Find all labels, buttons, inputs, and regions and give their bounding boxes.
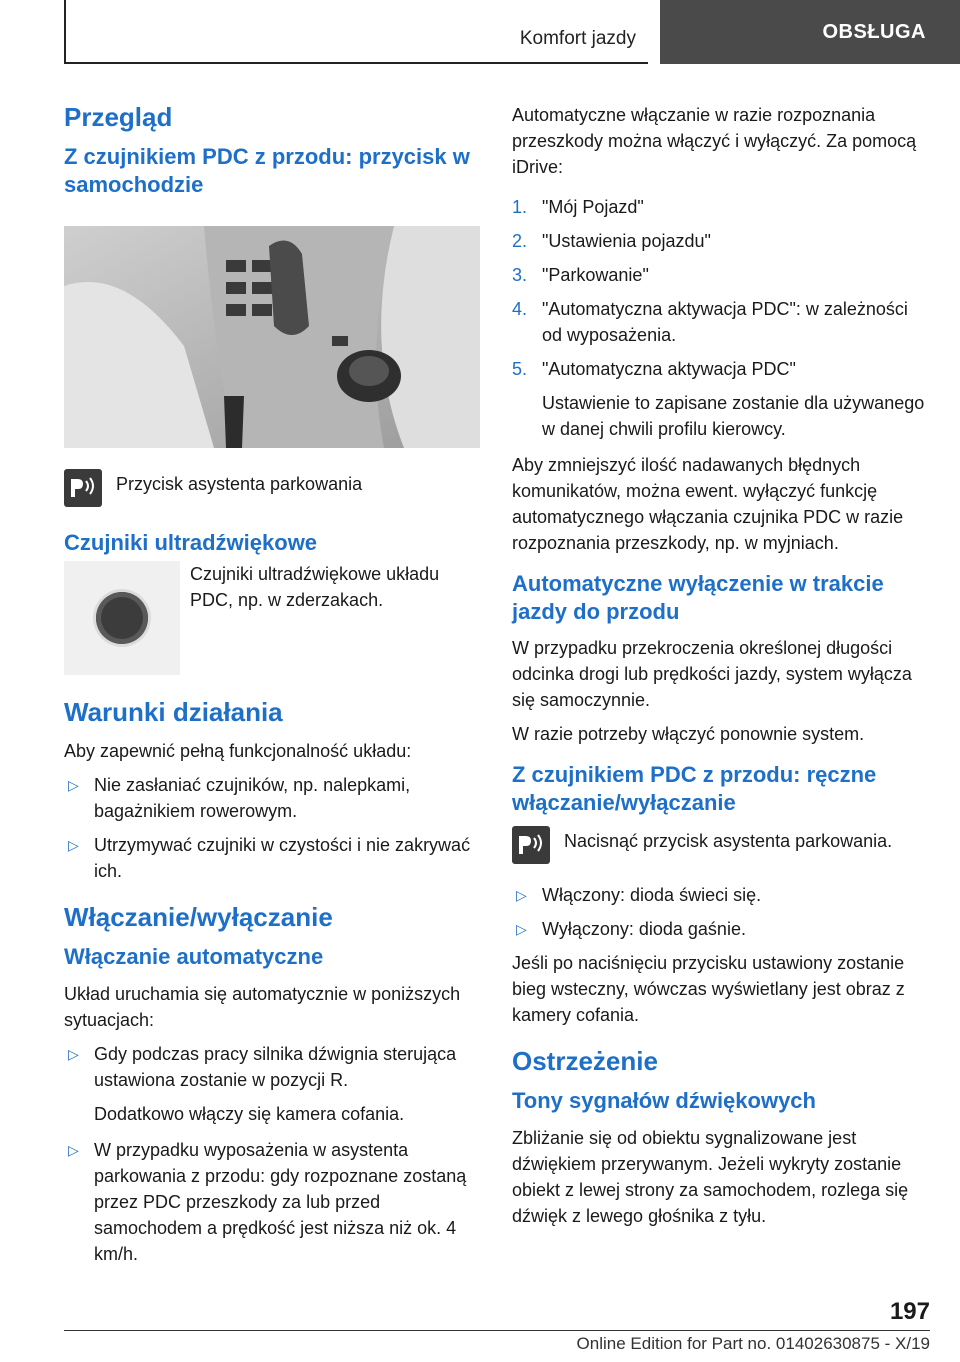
step-text: "Automatyczna aktywacja PDC" — [542, 359, 796, 379]
list-item — [512, 916, 928, 942]
list-item — [64, 772, 480, 824]
auto-sub-note: Dodatkowo włączy się kamera cofania. — [94, 1103, 405, 1124]
heading-onoff: Włączanie/wyłączanie — [64, 901, 333, 932]
header-rule-vertical — [64, 0, 66, 64]
left-column — [64, 102, 480, 1275]
heading-conditions: Warunki działania — [64, 696, 283, 727]
header-section-title: Komfort jazdy — [519, 28, 636, 49]
right-column — [512, 102, 928, 1237]
auto-list — [64, 1041, 480, 1093]
heading-tones: Tony sygnałów dźwiękowych — [512, 1088, 816, 1114]
manual-caption-row — [512, 826, 928, 864]
list-item-text: Nie zasłaniać czujników, np. nalepkami, bagażnikiem rowerowym. — [94, 774, 411, 821]
list-item — [512, 882, 928, 908]
button-caption: Przycisk asystenta parkowania — [116, 474, 363, 495]
manual-caption: Nacisnąć przycisk asystenta parkowania. — [564, 831, 893, 851]
idrive-steps — [512, 194, 928, 382]
sensor-text: Czujniki ultradźwiękowe układu PDC, np. w zderzakach. — [190, 563, 440, 610]
list-item — [64, 1041, 480, 1093]
list-item — [64, 832, 480, 884]
button-caption-row — [64, 469, 480, 507]
list-item — [512, 262, 928, 288]
footer-rule — [64, 1330, 930, 1331]
list-item — [512, 296, 928, 348]
step-text: "Automatyczna aktywacja PDC": w zależności od wyposażenia. — [542, 299, 908, 345]
conditions-intro: Aby zapewnić pełną funkcjonalność układu: — [64, 740, 412, 761]
idrive-intro: Automatyczne włączanie w razie rozpoznania przeszkody można włączyć i wyłączyć. Za pomocą iDrive: — [512, 105, 917, 177]
parking-assistant-button-icon — [512, 826, 550, 864]
step-text: "Mój Pojazd" — [542, 197, 644, 217]
step-text: "Ustawienia pojazdu" — [542, 231, 711, 251]
list-item — [64, 1137, 480, 1267]
step-number: 2. — [512, 231, 528, 251]
step-text: "Parkowanie" — [542, 265, 649, 285]
manual-list — [512, 882, 928, 942]
reduce-text: Aby zmniejszyć ilość nadawanych błędnych komunikatów, można ewent. wyłączyć funkcję automatycznego włączania czujnika PDC w razie rozpoznania przeszkody, np. w myjniach. — [512, 455, 904, 553]
step-number: 1. — [512, 197, 528, 217]
step-number: 5. — [512, 359, 528, 379]
list-item-text: Włączony: dioda świeci się. — [542, 885, 762, 905]
triangle-bullet-icon: ▷ — [68, 836, 79, 853]
list-item-text: Utrzymywać czujniki w czystości i nie zakrywać ich. — [94, 834, 471, 881]
header-rule-horizontal — [64, 62, 648, 64]
step-number: 4. — [512, 299, 528, 319]
list-item-text: Wyłączony: dioda gaśnie. — [542, 919, 746, 939]
header-chapter-tab — [660, 0, 960, 64]
heading-auto-off: Automatyczne wyłączenie w trakcie jazdy do przodu — [512, 571, 884, 624]
auto-off-text: W przypadku przekroczenia określonej długości odcinka drogi lub prędkości jazdy, system wyłącza się samoczynnie. — [512, 638, 912, 710]
footer-edition: Online Edition for Part no. 01402630875 - X/19 — [576, 1334, 930, 1353]
heading-auto-on: Włączanie automatyczne — [64, 944, 324, 970]
heading-manual: Z czujnikiem PDC z przodu: ręczne włączanie/wyłączanie — [512, 762, 877, 815]
page-number: 197 — [889, 1298, 930, 1325]
ultrasonic-sensor-icon — [96, 592, 148, 644]
chapter-tab-label: OBSŁUGA — [822, 20, 926, 43]
heading-sensors: Czujniki ultradźwiękowe — [64, 530, 318, 556]
list-item — [512, 194, 928, 220]
heading-pdc-button: Z czujnikiem PDC z przodu: przycisk w samochodzie — [64, 144, 470, 197]
list-item — [512, 228, 928, 254]
step-number: 3. — [512, 265, 528, 285]
conditions-list — [64, 772, 480, 884]
step5-note: Ustawienie to zapisane zostanie dla używanego w danej chwili profilu kierowcy. — [542, 393, 925, 439]
list-item-text: W przypadku wyposażenia w asystenta parkowania z przodu: gdy rozpoznane zostaną przez PDC przeszkody za lub przed samochodem a prędkość jest niższa niż ok. 4 km/h. — [94, 1139, 467, 1264]
triangle-bullet-icon: ▷ — [68, 1045, 79, 1062]
tones-text: Zbliżanie się od obiektu sygnalizowane jest dźwiękiem przerywanym. Jeżeli wykryty zostanie obiekt z lewej strony za samochodem, rozlega się dźwięk z lewego głośnika z tyłu. — [512, 1127, 909, 1226]
auto-intro: Układ uruchamia się automatycznie w poniższych sytuacjach: — [64, 983, 461, 1030]
sensor-image — [64, 561, 180, 675]
auto-off-text-2: W razie potrzeby włączyć ponownie system. — [512, 724, 865, 744]
auto-list-2 — [64, 1137, 480, 1267]
list-item — [512, 356, 928, 382]
heading-warning: Ostrzeżenie — [512, 1046, 658, 1076]
console-photo — [64, 226, 480, 448]
sensor-row — [64, 561, 480, 675]
parking-assistant-button-icon — [64, 469, 102, 507]
list-item-text: Gdy podczas pracy silnika dźwignia sterująca ustawiona zostanie w pozycji R. — [94, 1043, 457, 1090]
triangle-bullet-icon: ▷ — [68, 776, 79, 793]
triangle-bullet-icon: ▷ — [68, 1141, 79, 1158]
heading-overview: Przegląd — [64, 102, 173, 132]
triangle-bullet-icon: ▷ — [516, 887, 527, 903]
reverse-text: Jeśli po naciśnięciu przycisku ustawiony zostanie bieg wsteczny, wówczas wyświetlany jest obraz z kamery cofania. — [512, 953, 905, 1025]
triangle-bullet-icon: ▷ — [516, 921, 527, 937]
